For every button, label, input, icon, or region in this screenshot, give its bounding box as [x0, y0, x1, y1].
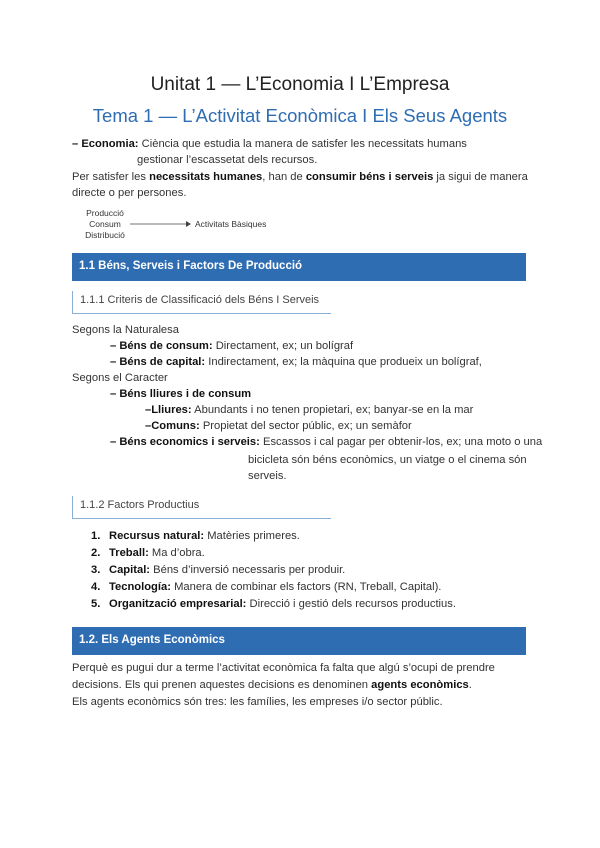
agents-text: .	[468, 679, 472, 691]
diagram-item: Producció	[86, 208, 124, 218]
subsection-heading-text: 1.1.2 Factors Productius	[80, 499, 200, 511]
factor-item	[91, 562, 345, 578]
factor-item	[91, 528, 300, 544]
diagram-left-list	[82, 208, 128, 241]
section-heading-text: 1.1 Béns, Serveis i Factors De Producció	[79, 260, 303, 272]
diagram-right-label: Activitats Bàsiques	[195, 219, 267, 229]
item-number: 5.	[91, 598, 101, 610]
item-desc: Manera de combinar els factors (RN, Treball, Capital).	[174, 581, 442, 593]
naturalesa-label: Segons la Naturalesa	[72, 324, 179, 336]
section-heading-text: 1.2. Els Agents Econòmics	[79, 634, 225, 646]
agents-paragraph-line3: Els agents econòmics són tres: les famílies, les empreses i/o sector públic.	[72, 696, 443, 708]
economia-def-line1: Ciència que estudia la manera de satisfer les necessitats humans	[141, 138, 467, 150]
factor-item	[91, 545, 205, 561]
item-term: Tecnología:	[109, 581, 171, 593]
item-term: –Lliures:	[145, 404, 192, 416]
agents-term: agents econòmics	[371, 679, 469, 691]
item-term: Recursus natural:	[109, 530, 205, 542]
intro-text: , han de	[262, 171, 303, 183]
intro-paragraph	[72, 169, 528, 185]
economia-term: – Economia:	[72, 138, 139, 150]
item-number: 1.	[91, 530, 101, 542]
caracter-label: Segons el Caracter	[72, 372, 168, 384]
item-term: Organització empresarial:	[109, 598, 247, 610]
section-heading-1-2	[72, 627, 526, 655]
item-number: 3.	[91, 564, 101, 576]
item-term: – Béns economics i serveis:	[110, 436, 260, 448]
item-desc: Escassos i cal pagar per obtenir-los, ex; una moto o una	[262, 436, 543, 448]
item-number: 4.	[91, 581, 101, 593]
economia-def-line2: gestionar l’escassetat dels recursos.	[137, 154, 318, 166]
tema-title: Tema 1 — L’Activitat Econòmica I Els Seus Agents	[92, 105, 508, 126]
agents-paragraph-line2	[72, 677, 472, 693]
economia-definition	[72, 136, 467, 152]
diagram-item: Consum	[89, 219, 121, 229]
bens-economics-desc-line2: bicicleta són béns econòmics, un viatge o el cinema són	[248, 454, 527, 466]
bens-economics-desc-line3: serveis.	[248, 470, 287, 482]
diagram-arrow-icon	[128, 219, 192, 229]
item-desc: Indirectament, ex; la màquina que produeix un bolígraf,	[208, 356, 482, 368]
intro-term-consumir: consumir béns i serveis	[305, 171, 434, 183]
section-heading-1-1	[72, 253, 526, 281]
subsection-heading-1-1-2	[72, 496, 331, 519]
item-desc: Matèries primeres.	[207, 530, 300, 542]
intro-paragraph-line2: directe o per persones.	[72, 187, 187, 199]
item-term: –Comuns:	[145, 420, 200, 432]
intro-text: ja sigui de manera	[436, 171, 528, 183]
subsection-heading-text: 1.1.1 Criteris de Classificació dels Béns I Serveis	[80, 294, 320, 306]
subsection-heading-1-1-1	[72, 291, 331, 314]
comuns-item	[145, 418, 412, 434]
factors-list	[91, 528, 511, 618]
factor-item	[91, 596, 456, 612]
diagram-item: Distribució	[85, 230, 125, 240]
intro-text: Per satisfer les	[72, 171, 146, 183]
bens-economics-item	[110, 434, 542, 450]
item-desc: Propietat del sector públic, ex; un semàfor	[202, 420, 412, 432]
item-term: Capital:	[109, 564, 151, 576]
agents-paragraph-line1: Perquè es pugui dur a terme l’activitat econòmica fa falta que algú s’ocupi de prendre	[72, 662, 495, 674]
bens-capital-item	[110, 354, 482, 370]
item-desc: Abundants i no tenen propietari, ex; banyar-se en la mar	[194, 404, 474, 416]
bens-lliures-heading: – Béns lliures i de consum	[110, 388, 252, 400]
document-title: Unitat 1 — L’Economia I L’Empresa	[150, 74, 450, 95]
item-number: 2.	[91, 547, 101, 559]
intro-term-necessitats: necessitats humanes	[149, 171, 263, 183]
item-term: – Béns de capital:	[110, 356, 206, 368]
item-desc: Ma d’obra.	[151, 547, 205, 559]
agents-text: decisions. Els qui prenen aquestes decisions es denominen	[72, 679, 369, 691]
lliures-item	[145, 402, 473, 418]
item-term: – Béns de consum:	[110, 340, 213, 352]
item-term: Treball:	[109, 547, 149, 559]
bens-consum-item	[110, 338, 353, 354]
item-desc: Directament, ex; un bolígraf	[215, 340, 354, 352]
item-desc: Béns d’inversió necessaris per produir.	[153, 564, 346, 576]
item-desc: Direcció i gestió dels recursos productius.	[249, 598, 456, 610]
factor-item	[91, 579, 441, 595]
